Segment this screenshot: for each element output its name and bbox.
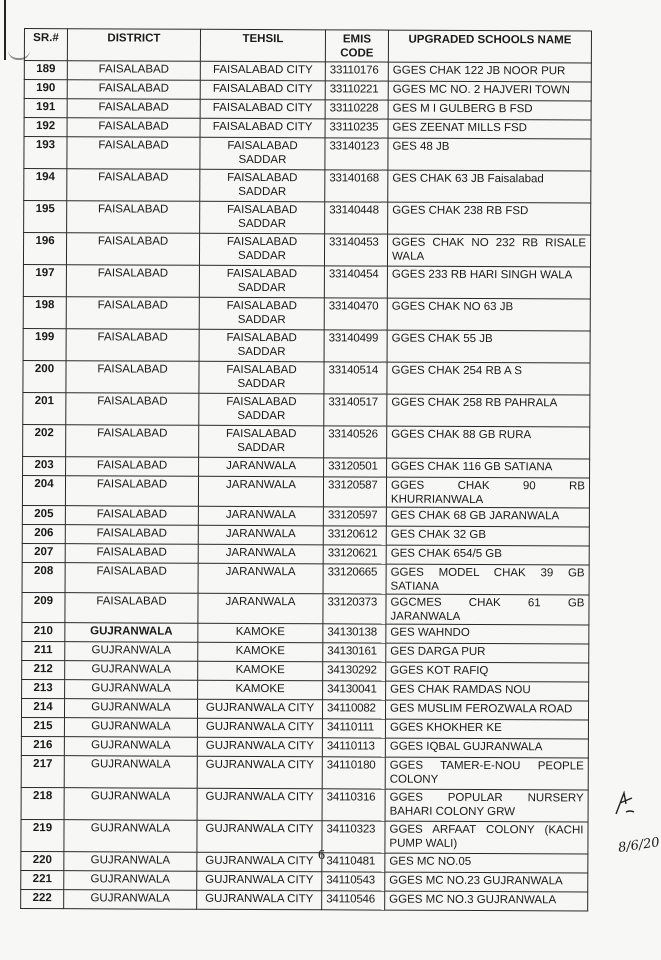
table-body (21, 61, 592, 911)
sr-cell: 192 (24, 118, 67, 137)
school-name-cell: GGES CHAK NO 63 JB (387, 298, 590, 331)
school-name-cell: GGES CHAK 90 RB KHURRIANWALA (386, 477, 589, 508)
sr-cell: 222 (21, 889, 64, 908)
district-cell: GUJRANWALA (64, 820, 197, 853)
signature-date: 8/6/20 (617, 835, 661, 856)
table-row (22, 660, 589, 681)
table-row (23, 233, 590, 267)
tehsil-cell: FAISALABAD SADDAR (199, 393, 324, 426)
table-row (24, 99, 591, 120)
tehsil-cell: GUJRANWALA CITY (197, 890, 322, 910)
school-name-cell: GGES CHAK 55 JB (387, 330, 590, 363)
sr-cell: 213 (22, 679, 65, 698)
tehsil-cell: JARANWALA (198, 476, 323, 507)
school-name-cell: GGES CHAK 88 GB RURA (387, 426, 590, 459)
district-cell: GUJRANWALA (65, 661, 198, 681)
tehsil-cell: FAISALABAD SADDAR (199, 329, 324, 362)
sr-cell: 209 (22, 592, 65, 622)
district-cell: FAISALABAD (65, 525, 198, 545)
district-cell: FAISALABAD (67, 61, 200, 81)
district-cell: FAISALABAD (65, 476, 198, 507)
school-name-cell: GGCMES CHAK 61 GB JARANWALA (386, 594, 589, 625)
sr-cell: 197 (23, 264, 66, 296)
tehsil-cell: FAISALABAD CITY (200, 99, 325, 119)
district-cell: GUJRANWALA (65, 623, 198, 643)
school-name-cell: GES CHAK RAMDAS NOU (386, 681, 589, 701)
table-row (22, 679, 589, 700)
emis-code-cell: 33120597 (323, 507, 386, 526)
emis-code-cell: 34130161 (323, 643, 386, 662)
tehsil-cell: JARANWALA (198, 544, 323, 564)
table-row (22, 505, 589, 526)
sr-cell: 218 (21, 787, 64, 819)
table-row (21, 851, 588, 872)
school-name-cell: GGES CHAK NO 232 RB RISALE WALA (387, 234, 590, 267)
sr-cell: 189 (24, 61, 67, 80)
district-cell: FAISALABAD (66, 361, 199, 394)
sr-cell: 210 (22, 622, 65, 641)
emis-code-cell: 33120587 (323, 477, 386, 507)
sr-cell: 200 (23, 360, 66, 392)
table-row (22, 562, 589, 594)
emis-code-cell: 33140448 (325, 202, 388, 234)
table-row (21, 787, 588, 821)
emis-code-cell: 34110543 (322, 872, 385, 891)
district-cell: FAISALABAD (67, 137, 200, 170)
tehsil-cell: GUJRANWALA CITY (197, 699, 322, 719)
tehsil-cell: FAISALABAD SADDAR (199, 233, 324, 266)
table-row (21, 889, 588, 910)
emis-code-cell: 34110111 (322, 719, 385, 738)
tehsil-cell: JARANWALA (198, 506, 323, 526)
emis-code-cell: 33140526 (324, 426, 387, 458)
emis-code-cell: 33140514 (324, 362, 387, 394)
district-cell: GUJRANWALA (64, 699, 197, 719)
table-row (23, 456, 590, 477)
tehsil-cell: GUJRANWALA CITY (197, 788, 322, 821)
emis-code-cell: 34110323 (322, 821, 385, 853)
district-cell: GUJRANWALA (65, 680, 198, 700)
district-cell: GUJRANWALA (64, 718, 197, 738)
sr-cell: 195 (24, 201, 67, 233)
school-name-cell: GES WAHNDO (386, 624, 589, 644)
district-cell: GUJRANWALA (64, 788, 197, 821)
tehsil-cell: FAISALABAD SADDAR (199, 425, 324, 458)
school-name-cell: GES CHAK 654/5 GB (386, 545, 589, 565)
header-district: DISTRICT (67, 29, 200, 62)
sr-cell: 203 (23, 456, 66, 475)
tehsil-cell: FAISALABAD SADDAR (199, 361, 324, 394)
district-cell: FAISALABAD (66, 393, 199, 426)
sr-cell: 194 (24, 169, 67, 201)
table-row (24, 80, 591, 101)
tehsil-cell: FAISALABAD SADDAR (199, 265, 324, 298)
signature-initials-icon (612, 790, 638, 816)
table-row (22, 622, 589, 643)
table-row (22, 475, 589, 507)
emis-code-cell: 34130138 (323, 624, 386, 643)
school-name-cell: GGES MC NO.23 GUJRANWALA (385, 872, 588, 892)
school-name-cell: GGES CHAK 254 RB A S (387, 362, 590, 395)
sr-cell: 211 (22, 641, 65, 660)
school-name-cell: GES ZEENAT MILLS FSD (388, 119, 591, 139)
page-edge-line (4, 0, 6, 60)
emis-code-cell: 33140470 (324, 298, 387, 330)
school-name-cell: GES DARGA PUR (386, 643, 589, 663)
emis-code-cell: 34130292 (323, 662, 386, 681)
tehsil-cell: GUJRANWALA CITY (197, 852, 322, 872)
school-name-cell: GES CHAK 32 GB (386, 526, 589, 546)
school-name-cell: GGES 233 RB HARI SINGH WALA (387, 266, 590, 299)
tehsil-cell: KAMOKE (198, 680, 323, 700)
sr-cell: 202 (23, 424, 66, 456)
tehsil-cell: JARANWALA (199, 457, 324, 477)
emis-code-cell: 34110180 (322, 757, 385, 789)
upgraded-schools-table (20, 28, 592, 911)
district-cell: FAISALABAD (67, 201, 200, 234)
district-cell: FAISALABAD (67, 118, 200, 138)
school-name-cell: GES MC NO.05 (385, 853, 588, 873)
school-name-cell: GES 48 JB (388, 138, 591, 171)
district-cell: FAISALABAD (66, 457, 199, 477)
tehsil-cell: JARANWALA (198, 563, 323, 594)
emis-code-cell: 33140123 (325, 138, 388, 170)
school-name-cell: GGES POPULAR NURSERY BAHARI COLONY GRW (385, 789, 588, 822)
school-name-cell: GGES CHAK 238 RB FSD (388, 202, 591, 235)
emis-code-cell: 33110235 (325, 119, 388, 138)
sr-cell: 217 (21, 755, 64, 787)
emis-code-cell: 34110082 (322, 700, 385, 719)
sr-cell: 207 (22, 543, 65, 562)
sr-cell: 220 (21, 851, 64, 870)
district-cell: FAISALABAD (66, 297, 199, 330)
district-cell: FAISALABAD (67, 80, 200, 100)
emis-code-cell: 34110546 (322, 891, 385, 910)
sr-cell: 190 (24, 80, 67, 99)
district-cell: FAISALABAD (67, 99, 200, 119)
school-name-cell: GGES MODEL CHAK 39 GB SATIANA (386, 564, 589, 595)
sr-cell: 196 (23, 233, 66, 265)
emis-code-cell: 33140517 (324, 394, 387, 426)
table-row (22, 641, 589, 662)
district-cell: FAISALABAD (66, 425, 199, 458)
emis-code-cell: 34130041 (323, 681, 386, 700)
tehsil-cell: GUJRANWALA CITY (197, 718, 322, 738)
school-name-cell: GGES IQBAL GUJRANWALA (385, 738, 588, 758)
tehsil-cell: FAISALABAD CITY (200, 80, 325, 100)
header-tehsil: TEHSIL (200, 29, 325, 62)
emis-code-cell: 33140499 (324, 330, 387, 362)
school-name-cell: GES M I GULBERG B FSD (388, 100, 591, 120)
tehsil-cell: GUJRANWALA CITY (197, 756, 322, 789)
emis-code-cell: 33110221 (325, 81, 388, 100)
school-name-cell: GGES ARFAAT COLONY (KACHI PUMP WALI) (385, 821, 588, 854)
tehsil-cell: JARANWALA (198, 593, 323, 624)
emis-code-cell: 33120373 (323, 594, 386, 624)
table-row (24, 61, 591, 82)
table-row (24, 169, 591, 203)
school-name-cell: GGES CHAK 258 RB PAHRALA (387, 394, 590, 427)
emis-code-cell: 33140168 (325, 170, 388, 202)
table-row (21, 736, 588, 757)
sr-cell: 221 (21, 870, 64, 889)
table-header-row (24, 29, 591, 63)
table-row (21, 717, 588, 738)
tehsil-cell: FAISALABAD SADDAR (199, 297, 324, 330)
tehsil-cell: FAISALABAD SADDAR (200, 137, 325, 170)
tehsil-cell: GUJRANWALA CITY (197, 737, 322, 757)
district-cell: FAISALABAD (65, 544, 198, 564)
district-cell: GUJRANWALA (64, 871, 197, 891)
table-row (23, 392, 590, 426)
table-row (23, 360, 590, 394)
sr-cell: 191 (24, 99, 67, 118)
page-number: 6 (318, 848, 325, 863)
district-cell: FAISALABAD (66, 233, 199, 266)
district-cell: FAISALABAD (65, 593, 198, 624)
emis-code-cell: 33120621 (323, 545, 386, 564)
header-school-name: UPGRADED SCHOOLS NAME (388, 30, 591, 63)
sr-cell: 198 (23, 296, 66, 328)
table-row (23, 264, 590, 298)
table-row (21, 870, 588, 891)
school-name-cell: GGES CHAK 116 GB SATIANA (387, 458, 590, 478)
sr-cell: 219 (21, 819, 64, 851)
school-name-cell: GGES KOT RAFIQ (386, 662, 589, 682)
school-name-cell: GES CHAK 68 GB JARANWALA (386, 507, 589, 527)
table-row (21, 698, 588, 719)
school-name-cell: GGES KHOKHER KE (385, 719, 588, 739)
emis-code-cell: 33140453 (324, 234, 387, 266)
table-row (22, 592, 589, 624)
emis-code-cell: 34110113 (322, 738, 385, 757)
emis-code-cell: 33120612 (323, 526, 386, 545)
sr-cell: 208 (22, 562, 65, 592)
emis-code-cell: 34110481 (322, 853, 385, 872)
sr-cell: 206 (22, 524, 65, 543)
table-row (23, 296, 590, 330)
table-row (23, 424, 590, 458)
district-cell: GUJRANWALA (64, 852, 197, 872)
district-cell: FAISALABAD (65, 563, 198, 594)
emis-code-cell: 33110176 (325, 62, 388, 81)
tehsil-cell: GUJRANWALA CITY (197, 871, 322, 891)
sr-cell: 201 (23, 392, 66, 424)
sr-cell: 214 (21, 698, 64, 717)
school-name-cell: GGES CHAK 122 JB NOOR PUR (388, 62, 591, 82)
table-row (24, 137, 591, 171)
tehsil-cell: KAMOKE (198, 661, 323, 681)
sr-cell: 205 (22, 505, 65, 524)
sr-cell: 216 (21, 736, 64, 755)
sr-cell: 215 (21, 717, 64, 736)
tehsil-cell: FAISALABAD SADDAR (200, 169, 325, 202)
emis-code-cell: 33120665 (323, 564, 386, 594)
tehsil-cell: FAISALABAD CITY (200, 118, 325, 138)
district-cell: GUJRANWALA (65, 642, 198, 662)
district-cell: FAISALABAD (67, 169, 200, 202)
district-cell: GUJRANWALA (64, 756, 197, 789)
header-emis-code: EMIS CODE (325, 30, 388, 62)
school-name-cell: GGES TAMER-E-NOU PEOPLE COLONY (385, 757, 588, 790)
tehsil-cell: JARANWALA (198, 525, 323, 545)
table-row (24, 201, 591, 235)
tehsil-cell: KAMOKE (198, 642, 323, 662)
table-row (24, 118, 591, 139)
school-name-cell: GES MUSLIM FEROZWALA ROAD (385, 700, 588, 720)
tehsil-cell: FAISALABAD CITY (200, 61, 325, 81)
table-row (23, 328, 590, 362)
emis-code-cell: 33140454 (324, 266, 387, 298)
emis-code-cell: 33110228 (325, 100, 388, 119)
emis-code-cell: 33120501 (324, 458, 387, 477)
tehsil-cell: KAMOKE (198, 623, 323, 643)
sr-cell: 199 (23, 328, 66, 360)
district-cell: FAISALABAD (66, 265, 199, 298)
table-row (22, 543, 589, 564)
table-row (21, 819, 588, 853)
table-row (21, 755, 588, 789)
header-sr: SR.# (24, 29, 67, 61)
sr-cell: 212 (22, 660, 65, 679)
school-name-cell: GGES MC NO.3 GUJRANWALA (385, 891, 588, 911)
tehsil-cell: GUJRANWALA CITY (197, 820, 322, 853)
table-row (22, 524, 589, 545)
school-name-cell: GES CHAK 63 JB Faisalabad (388, 170, 591, 203)
tehsil-cell: FAISALABAD SADDAR (200, 201, 325, 234)
district-cell: GUJRANWALA (64, 890, 197, 910)
sr-cell: 193 (24, 137, 67, 169)
district-cell: FAISALABAD (66, 329, 199, 362)
district-cell: GUJRANWALA (64, 737, 197, 757)
emis-code-cell: 34110316 (322, 789, 385, 821)
district-cell: FAISALABAD (65, 506, 198, 526)
school-name-cell: GGES MC NO. 2 HAJVERI TOWN (388, 81, 591, 101)
sr-cell: 204 (22, 475, 65, 505)
